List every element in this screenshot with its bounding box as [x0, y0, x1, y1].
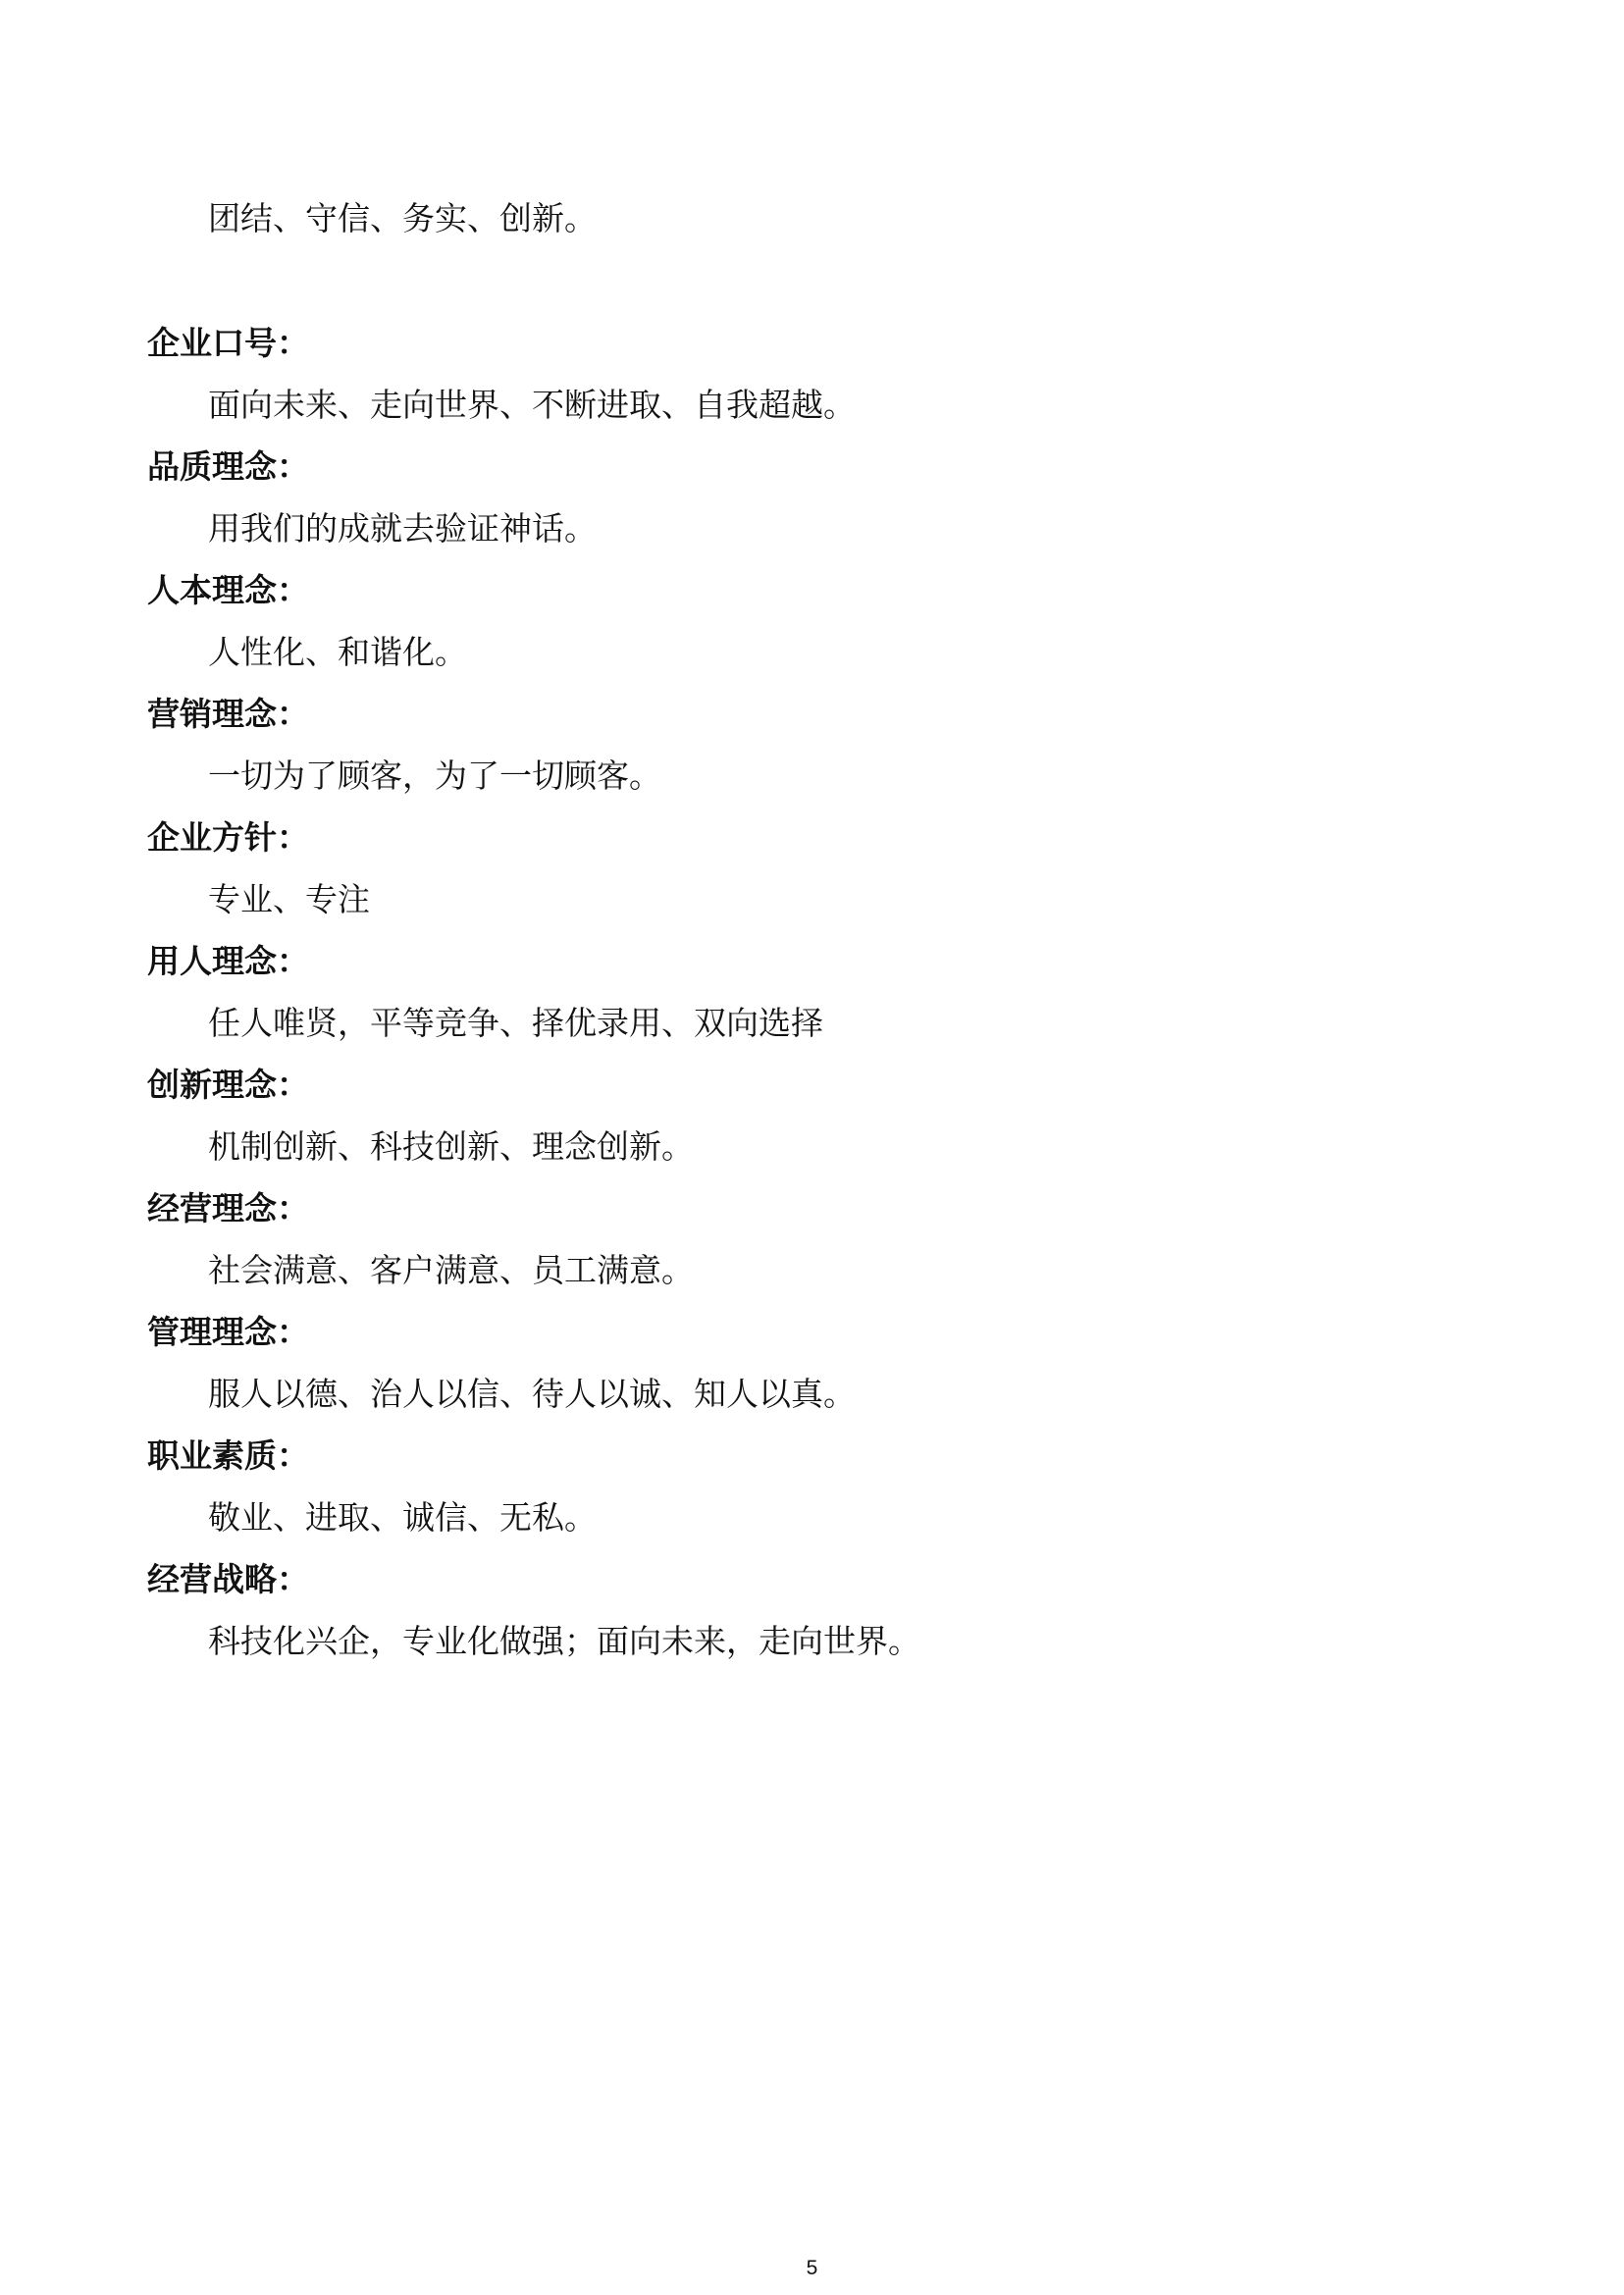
section-heading: 经营理念： — [147, 1189, 309, 1227]
section-employment-philosophy — [147, 934, 1482, 1058]
section-people-philosophy — [147, 563, 1482, 687]
section-business-philosophy — [147, 1181, 1482, 1305]
section-text: 人性化、和谐化。 — [208, 633, 467, 671]
section-heading: 用人理念： — [147, 942, 309, 980]
section-professional-quality — [147, 1429, 1482, 1552]
section-management-philosophy — [147, 1305, 1482, 1429]
section-heading: 营销理念： — [147, 695, 309, 733]
section-slogan — [147, 316, 1482, 440]
section-heading: 企业口号： — [147, 324, 309, 362]
section-innovation-philosophy — [147, 1058, 1482, 1181]
section-text: 科技化兴企，专业化做强；面向未来，走向世界。 — [208, 1622, 920, 1660]
section-marketing-philosophy — [147, 687, 1482, 810]
page-number: 5 — [806, 2257, 818, 2279]
section-text: 敬业、进取、诚信、无私。 — [208, 1498, 597, 1537]
intro-text: 团结、守信、务实、创新。 — [208, 199, 597, 237]
section-text: 社会满意、客户满意、员工满意。 — [208, 1251, 694, 1289]
section-heading: 企业方针： — [147, 818, 309, 857]
section-text: 一切为了顾客，为了一切顾客。 — [208, 756, 661, 795]
section-heading: 人本理念： — [147, 571, 309, 609]
section-quality-philosophy — [147, 440, 1482, 563]
section-heading: 职业素质： — [147, 1436, 309, 1475]
section-text: 面向未来、走向世界、不断进取、自我超越。 — [208, 386, 856, 424]
section-text: 用我们的成就去验证神话。 — [208, 509, 597, 548]
section-text: 机制创新、科技创新、理念创新。 — [208, 1127, 694, 1166]
section-business-strategy — [147, 1552, 1482, 1676]
section-heading: 管理理念： — [147, 1313, 309, 1351]
document-content — [147, 192, 1482, 1676]
section-text: 服人以德、治人以信、待人以诚、知人以真。 — [208, 1375, 856, 1413]
section-heading: 创新理念： — [147, 1066, 309, 1104]
section-heading: 品质理念： — [147, 447, 309, 486]
section-text: 任人唯贤，平等竞争、择优录用、双向选择 — [208, 1004, 823, 1042]
section-heading: 经营战略： — [147, 1560, 309, 1598]
section-text: 专业、专注 — [208, 880, 370, 918]
section-company-policy — [147, 810, 1482, 934]
